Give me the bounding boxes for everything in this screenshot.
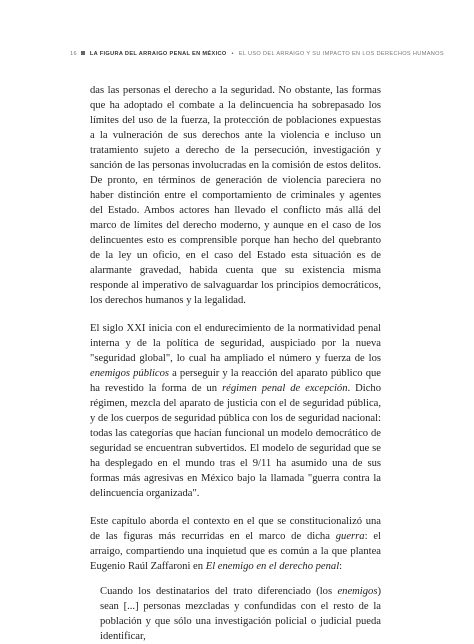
paragraph-3 xyxy=(90,514,381,574)
emphasis-guerra: guerra xyxy=(335,531,365,542)
block-quote xyxy=(100,584,381,644)
book-title-citation: El enemigo en el derecho penal xyxy=(205,561,340,572)
running-header xyxy=(70,51,454,57)
paragraph-3-text-b: : el arraigo, compartiendo una inquietud que es común a la que plantea Eugenio Raúl Zaffaroni en xyxy=(90,531,381,572)
quote-text-a: Cuando los destinatarios del trato diferenciado (los xyxy=(100,586,338,597)
emphasis-regimen-penal: régimen penal de excepción xyxy=(222,383,348,394)
emphasis-enemigos-publicos: enemigos públicos xyxy=(90,368,170,379)
paragraph-1: das las personas el derecho a la seguridad. No obstante, las formas que ha adoptado el combate a la delincuencia ha sobrepasado los límites del uso de la fuerza, la protección de poblaciones expuestas a la vulneración de sus derechos ante la violencia e incluso un tratamiento sujeto a derecho de la persecución, investigación y sanción de las personas involucradas en la comisión de estos delitos. De pronto, en términos de generación de violencia pareciera no haber distinción entre el comportamiento de criminales y agentes del Estado. Ambos actores han llevado el conflicto más allá del marco de límites del derecho moderno, y aunque en el caso de los delincuentes esto es comprensible porque han hecho del quebranto de la ley un oficio, en el caso del Estado esta situación es de alarmante gravedad, habida cuenta que su existencia misma responde al imperativo de salvaguardar los principios democráticos, los derechos humanos y la legalidad. xyxy=(90,85,381,306)
quote-text-b: ) sean [...] personas mezcladas y confundidas con el resto de la población y que sólo una investigación policial o judicial pueda identificar, xyxy=(100,586,381,642)
running-title: LA FIGURA DEL ARRAIGO PENAL EN MÉXICO xyxy=(89,51,227,57)
header-bullet: • xyxy=(231,51,234,57)
paragraph-3-text-a: Este capítulo aborda el contexto en el que se constitucionalizó una de las figuras más recurridas en el marco de dicha xyxy=(90,516,381,542)
emphasis-enemigos: enemigos xyxy=(337,586,378,597)
separator-square xyxy=(81,51,85,55)
paragraph-2-text-b: a perseguir y la reacción del aparato público que ha revestido la forma de un xyxy=(90,368,381,394)
paragraph-3-text-c: : xyxy=(339,561,343,572)
running-subtitle: EL USO DEL ARRAIGO Y SU IMPACTO EN LOS DERECHOS HUMANOS xyxy=(238,51,444,57)
paragraph-2 xyxy=(90,321,381,501)
paragraph-2-text-c: . Dicho régimen, mezcla del aparato de justicia con el de seguridad pública, y de los cuerpos de seguridad pública con los de seguridad nacional: todas las categorías que hacían funcional un modelo democrático de seguridad se encuentran subvertidos. El modelo de seguridad que se ha desplegado en el mundo tras el 9/11 ha asumido una de sus formas más agresivas en México bajo la llamada "guerra contra la delincuencia organizada". xyxy=(90,383,382,499)
paragraph-2-text-a: El siglo XXI inicia con el endurecimiento de la normatividad penal interna y de la política de seguridad, auspiciado por la nueva "seguridad global", lo cual ha ampliado el número y fuerza de los xyxy=(90,323,381,364)
page-number: 16 xyxy=(70,51,77,57)
page-body xyxy=(90,83,381,644)
